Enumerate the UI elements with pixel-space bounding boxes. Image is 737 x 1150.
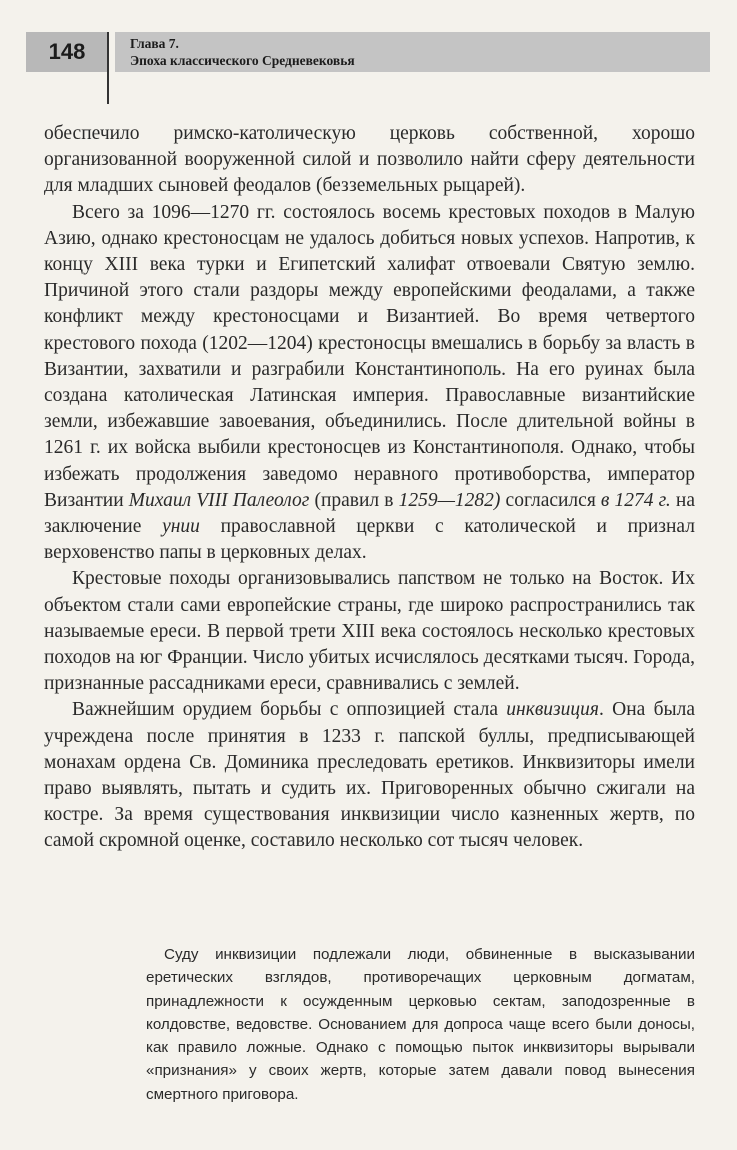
page-number: 148 xyxy=(26,32,108,72)
union-term: унии xyxy=(162,516,200,538)
paragraph-2 xyxy=(44,200,695,567)
paragraph-3: Крестовые походы организовывались папством не только на Восток. Их объектом стали сами европейские страны, где широко распространились так называемые ереси. В первой трети XIII века состоялось несколько крестовых походов на юг Франции. Число убитых исчислялось десятками тысяч. Города, признанные рассадниками ереси, сравнивались с землей. xyxy=(44,568,695,695)
sidebar-note-text: Суду инквизиции подлежали люди, обвиненные в высказывании еретических взглядов, противоречащих церковным догматам, принадлежности к осужденным церковью сектам, заподозренные в колдовстве, ведовстве. Основанием для допроса чаще всего были доносы, как правило ложные. Однако с помощью пыток инквизиторы вырывали «признания» у своих жертв, которые затем давали повод вынесения смертного приговора. xyxy=(146,946,695,1103)
header-divider xyxy=(107,32,109,104)
paragraph-2-part2: (правил в xyxy=(309,489,399,511)
chapter-title: Эпоха классического Средневековья xyxy=(130,53,355,68)
paragraph-2-part3: согласился xyxy=(500,489,601,511)
chapter-heading xyxy=(115,32,710,72)
paragraph-1: обеспечило римско-католическую церковь собственной, хорошо организованной вооруженной силой и позволило найти сферу деятельности для младших сыновей феодалов (безземельных рыцарей). xyxy=(44,123,695,197)
emperor-name: Михаил VIII Палеолог xyxy=(128,489,310,511)
chapter-label: Глава 7. xyxy=(130,36,179,51)
inquisition-term: инквизиция xyxy=(506,699,599,721)
reign-years: 1259—1282) xyxy=(398,489,501,511)
paragraph-4-part2: . Она была учреждена после принятия в 1233 г. папской буллы, предписывающей монахам ордена Св. Доминика преследовать еретиков. Инквизиторы имели право выявлять, пытать и судить их. Приговоренных обычно сжигали на костре. За время существования инквизиции число казненных жертв, по самой скромной оценке, составило несколько сот тысяч человек. xyxy=(44,699,695,852)
paragraph-2-part1: Всего за 1096—1270 гг. состоялось восемь крестовых походов в Малую Азию, однако крестоносцам не удалось добиться новых успехов. Напротив, к концу XIII века турки и Египетский халифат отвоевали Святую землю. Причиной этого стали раздоры между европейскими феодалами, а также конфликт между крестоносцами и Византией. Во время четвертого крестового похода (1202—1204) крестоносцы вмешались в борьбу за власть в Византии, захватили и разграбили Константинополь. На его руинах была создана католическая Латинская империя. Православные византийские земли, избежавшие завоевания, объединились. После длительной войны в 1261 г. их войска выбили крестоносцев из Константинополя. Однако, чтобы избежать продолжения заведомо неравного противоборства, император Византии xyxy=(44,201,695,511)
main-text xyxy=(44,121,695,855)
paragraph-2-part5: православной церкви с католической и признал верховенство папы в церковных делах. xyxy=(44,516,695,564)
sidebar-note xyxy=(146,943,695,1106)
paragraph-4 xyxy=(44,697,695,854)
union-year: в 1274 г. xyxy=(600,489,671,511)
paragraph-4-part1: Важнейшим орудием борьбы с оппозицией стала xyxy=(72,699,507,721)
paragraph-2-part4: на заключение xyxy=(44,489,696,538)
